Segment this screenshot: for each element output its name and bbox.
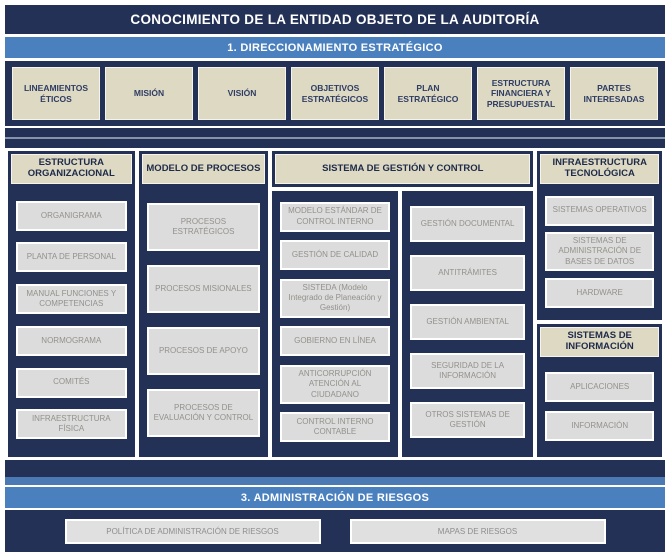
panel-infraestructura-tecnologica <box>537 151 662 320</box>
subcolumn-right <box>402 191 534 457</box>
box-hardware: HARDWARE <box>545 278 654 308</box>
box-procesos-evaluacion-control: PROCESOS DE EVALUACIÓN Y CONTROL <box>147 389 261 437</box>
column-items <box>402 191 534 457</box>
box-manual-funciones: MANUAL FUNCIONES Y COMPETENCIAS <box>16 284 127 314</box>
box-gestion-de-calidad: GESTIÓN DE CALIDAD <box>280 240 390 270</box>
column-items <box>537 360 662 457</box>
box-procesos-estrategicos: PROCESOS ESTRATÉGICOS <box>147 203 261 251</box>
box-otros-sistemas-gestion: OTROS SISTEMAS DE GESTIÓN <box>410 402 526 438</box>
column-header: MODELO DE PROCESOS <box>142 154 266 184</box>
box-mision: MISIÓN <box>105 67 193 120</box>
section-bar-administracion-riesgos: 3. ADMINISTRACIÓN DE RIESGOS <box>5 487 665 508</box>
box-sisteda: SISTEDA (Modelo Integrado de Planeación y Gestión) <box>280 279 390 318</box>
column-header: INFRAESTRUCTURA TECNOLÓGICA <box>540 154 659 184</box>
box-procesos-misionales: PROCESOS MISIONALES <box>147 265 261 313</box>
column-header-panel <box>272 151 533 187</box>
box-organigrama: ORGANIGRAMA <box>16 201 127 231</box>
box-gestion-ambiental: GESTIÓN AMBIENTAL <box>410 304 526 340</box>
box-plan-estrategico: PLAN ESTRATÉGICO <box>384 67 472 120</box>
box-infraestructura-fisica: INFRAESTRUCTURA FÍSICA <box>16 409 127 439</box>
box-sistemas-operativos: SISTEMAS OPERATIVOS <box>545 196 654 226</box>
diagram-canvas <box>5 5 665 552</box>
column-header: ESTRUCTURA ORGANIZACIONAL <box>11 154 132 184</box>
section2-band <box>5 128 665 148</box>
box-antitramites: ANTITRÁMITES <box>410 255 526 291</box>
box-planta-de-personal: PLANTA DE PERSONAL <box>16 242 127 272</box>
box-gestion-documental: GESTIÓN DOCUMENTAL <box>410 206 526 242</box>
box-sistemas-admin-bases-datos: SISTEMAS DE ADMINISTRACIÓN DE BASES DE DATOS <box>545 232 654 271</box>
section-bar-direccionamiento: 1. DIRECCIONAMIENTO ESTRATÉGICO <box>5 37 665 58</box>
main-columns <box>5 148 665 460</box>
box-anticorrupcion: ANTICORRUPCIÓN ATENCIÓN AL CIUDADANO <box>280 365 390 404</box>
box-normograma: NORMOGRAMA <box>16 326 127 356</box>
box-aplicaciones: APLICACIONES <box>545 372 654 402</box>
box-meci: MODELO ESTÁNDAR DE CONTROL INTERNO <box>280 202 390 232</box>
panel-sistemas-de-informacion <box>537 324 662 457</box>
subcolumn-left <box>272 191 398 457</box>
section3-top-stripe <box>5 477 665 485</box>
column-modelo-de-procesos <box>139 151 269 457</box>
box-estructura-financiera: ESTRUCTURA FINANCIERA Y PRESUPUESTAL <box>477 67 565 120</box>
column-items <box>8 187 135 457</box>
column-tecnologia <box>537 151 662 457</box>
band-inner-line <box>5 137 665 139</box>
box-seguridad-informacion: SEGURIDAD DE LA INFORMACIÓN <box>410 353 526 389</box>
box-procesos-de-apoyo: PROCESOS DE APOYO <box>147 327 261 375</box>
column-items <box>537 187 662 320</box>
page-title: CONOCIMIENTO DE LA ENTIDAD OBJETO DE LA AUDITORÍA <box>130 12 540 27</box>
column-header: SISTEMA DE GESTIÓN Y CONTROL <box>275 154 530 184</box>
box-lineamientos-eticos: LINEAMIENTOS ÉTICOS <box>12 67 100 120</box>
column-body <box>272 191 533 457</box>
column-items <box>139 187 269 457</box>
strategic-items-row <box>5 61 665 126</box>
column-estructura-organizacional <box>8 151 135 457</box>
box-vision: VISIÓN <box>198 67 286 120</box>
box-gobierno-en-linea: GOBIERNO EN LÍNEA <box>280 326 390 356</box>
spacer-band <box>5 460 665 477</box>
box-control-interno-contable: CONTROL INTERNO CONTABLE <box>280 412 390 442</box>
box-informacion: INFORMACIÓN <box>545 411 654 441</box>
column-header: SISTEMAS DE INFORMACIÓN <box>540 327 659 357</box>
box-objetivos-estrategicos: OBJETIVOS ESTRATÉGICOS <box>291 67 379 120</box>
box-partes-interesadas: PARTES INTERESADAS <box>570 67 658 120</box>
risk-items-row <box>5 510 665 552</box>
box-mapas-de-riesgos: MAPAS DE RIESGOS <box>350 519 606 544</box>
box-comites: COMITÉS <box>16 368 127 398</box>
column-items <box>272 191 398 457</box>
column-sistema-gestion-control <box>272 151 533 457</box>
box-politica-administracion-riesgos: POLÍTICA DE ADMINISTRACIÓN DE RIESGOS <box>65 519 321 544</box>
